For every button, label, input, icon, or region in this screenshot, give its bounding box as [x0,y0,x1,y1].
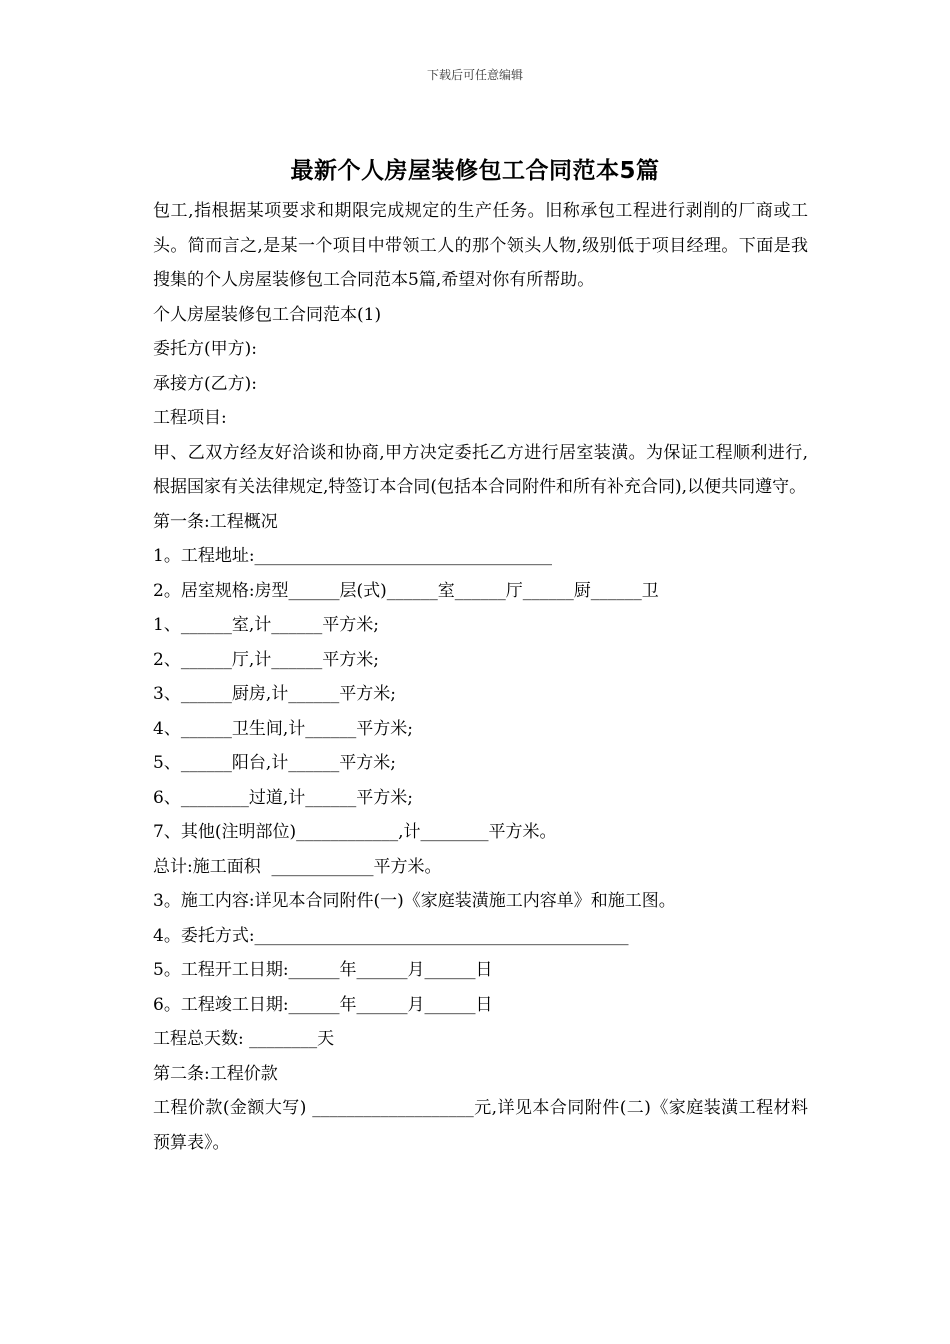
paragraph: 5。工程开工日期:______年______月______日 [153,960,493,980]
paragraph: 总计:施工面积 ____________平方米。 [153,856,442,877]
paragraph: 4。委托方式:____________________________________________ [153,925,629,946]
paragraph: 3。施工内容:详见本合同附件(一)《家庭装潢施工内容单》和施工图。 [153,891,676,911]
paragraph: 承接方(乙方): [153,373,257,394]
paragraph: 第一条:工程概况 [153,511,278,532]
paragraph: 1、______室,计______平方米; [153,615,379,635]
document-body [144,194,808,1160]
paragraph: 1。工程地址:___________________________________ [153,546,553,566]
paragraph: 第二条:工程价款 [153,1063,278,1084]
paragraph: 7、其他(注明部位)____________,计________平方米。 [153,822,557,842]
paragraph: 甲、乙双方经友好洽谈和协商,甲方决定委托乙方进行居室装潢。为保证工程顺利进行,根据国家有关法律规定,特签订本合同(包括本合同附件和所有补充合同),以便共同遵守。 [153,442,808,497]
header-note: 下载后可任意编辑 [426,68,523,82]
paragraph: 4、______卫生间,计______平方米; [153,718,413,739]
paragraph: 工程价款(金额大写) ___________________元,详见本合同附件(二)《家庭装潢工程材料预算表》。 [153,1098,808,1153]
paragraph: 3、______厨房,计______平方米; [153,684,396,704]
paragraph: 个人房屋装修包工合同范本(1) [153,304,382,325]
paragraph: 2、______厅,计______平方米; [153,649,379,670]
document-title: 最新个人房屋装修包工合同范本5篇 [290,158,660,184]
paragraph: 工程项目: [153,408,227,428]
paragraph: 工程总天数: ________天 [153,1029,335,1049]
paragraph: 5、______阳台,计______平方米; [153,753,396,773]
paragraph: 6。工程竣工日期:______年______月______日 [153,994,493,1015]
paragraph: 6、________过道,计______平方米; [153,787,413,808]
paragraph: 2。居室规格:房型______层(式)______室______厅______厨______卫 [153,580,659,601]
paragraph: 委托方(甲方): [153,339,257,359]
paragraph: 包工,指根据某项要求和期限完成规定的生产任务。旧称承包工程进行剥削的厂商或工头。简而言之,是某一个项目中带领工人的那个领头人物,级别低于项目经理。下面是我搜集的个人房屋装修包工合同范本5篇,希望对你有所帮助。 [153,201,808,290]
